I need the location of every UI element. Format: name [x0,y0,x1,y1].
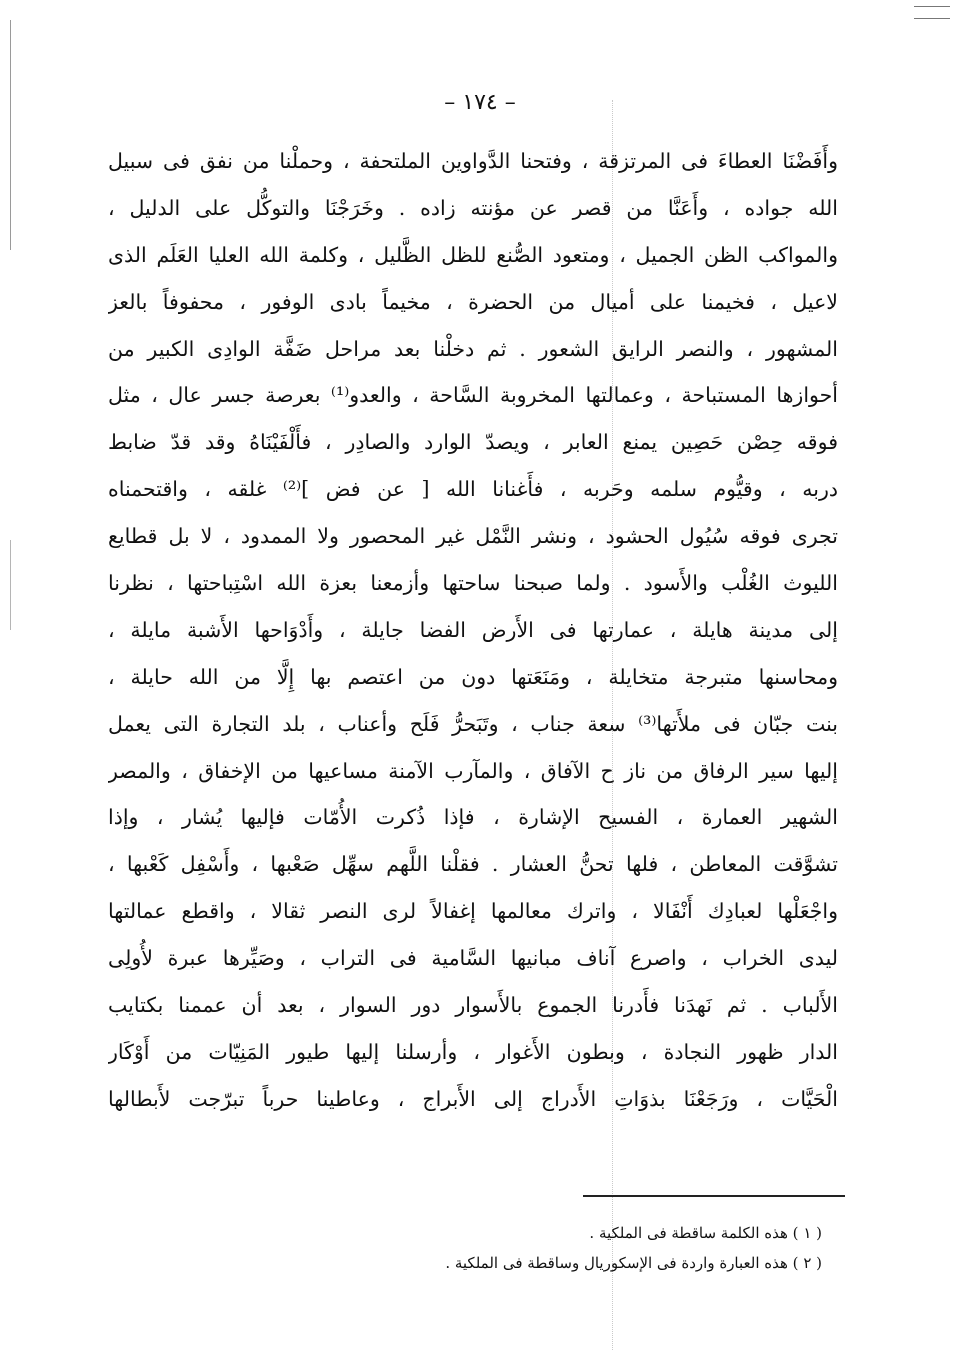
text-line: تجرى فوقه سُيُول الحشود ، ونشر النَّمْل غير المحصور ولا الممدود ، لا بل قطايع [108,524,838,549]
text-line: المشهور ، والنصر الرايق الشعور . ثم دخلْنا بعد مراحل ضَفَّة الوادِى الكبير من [108,336,838,361]
page-number: – ١٧٤ – [444,90,516,115]
text-line: بنت جبّان فى ملأَتها⁽³⁾ سعة جناب ، وتَبَحرُّ فَلَح وأعناب ، بلد التجارة التى يعمل [108,711,838,736]
text-line: ليدى الخراب ، واصرع آناف مبانيها السَّامية فى التراب ، وصَيِّرها عبرة لأُولِى [108,946,838,971]
text-line: فوقه حِصْن حَصِين يمنع العابر ، ويصدّ الوارد والصادِر ، فأَلْفَيْنَاهُ وقد قدّ ضابط [108,430,838,455]
text-line: الشهير العمارة ، الفسيح الإشارة ، فإذا ذُكرت الأُمّات فإليها يُشار ، وإذا [108,805,838,830]
footnote-1: ( ١ ) هذه الكلمة ساقطة فى الملكية . [589,1224,822,1242]
text-line: وأَفَضْنَا العطاءَ فى المرتزقة ، وفتحنا الدَّواوين الملتحفة ، وحملْنا من نفق فى سبيل [108,149,838,173]
text-line: الْحَيَّات ، ورَجَعْنَا بذوَاتِ الأَدراج إلى الأَبراج ، وعاطينا حرباً تبرّجت لأَبطالها [108,1086,838,1111]
text-line: الله جواده ، وأَعَنَّا من قصر عن مؤنته زاده . وخَرَجْنَا والتوكُّل على الدليل ، [108,195,838,220]
text-line: والمواكب الظن الجميل ، ومتعود الصُّنع للظل الظَّليل ، وكلمة الله العليا العَلَم الذى [108,242,838,267]
text-line: الدار ظهور النجادة ، وبطون الأَغوار ، وأرسلنا إليها طيور المَنِيّات من أَوْكَار [108,1039,838,1064]
text-line: الأَلباب . ثم نَهدَنا فأَدرنا الجموع بالأَسوار دور السوار ، بعد أن عممنا بكتايب [108,993,838,1018]
text-line: دربه ، وقيُّوم سلمه وحَربه ، فأَغنانا الله [ عن فض ]⁽²⁾ غلقه ، واقتحمناه [108,477,838,502]
text-line: تشوَّقت المعاطن ، فلها تحنُّ العشار . فقلْنا اللَّهم سهِّل صَعْبها ، وأَسْفِل كَعْبها ، [108,852,838,877]
text-line: لاعيل ، فخيمنا على أميال من الحضرة ، مخيماً بادى الوفور ، محفوفاً بالعز [108,289,838,314]
text-line: إليها سير الرفاق من ناز ح الآفاق ، والمآرب الآمنة مساعيها من الإخفاق ، والمصر [108,758,838,783]
body-text [108,138,838,1123]
footnote-2: ( ٢ ) هذه العبارة واردة فى الإسكوريال وساقطة فى الملكية . [445,1254,822,1272]
text-line: الليوث الغُلْب والأَسود . ولما صبحنا ساحتها وأزمعنا بعزة الله اسْتِباحتها ، نظرنا [108,571,838,596]
text-line: واجْعَلْها لعبادِك أَنْفَالا ، واترك معالمها إغفالاً لرى النصر ثقالا ، واقطع عمالتها [108,899,838,924]
text-line: أحوازها المستباحة ، وعمالتها المخروبة السَّاحة ، والعدو⁽¹⁾ بعرصة جسر عال ، مثل [108,383,838,408]
scan-edge-line [10,20,11,250]
footnote-separator [583,1195,845,1197]
footnotes [222,1218,822,1278]
scan-edge-mark [914,18,950,19]
scan-edge-line [10,540,11,630]
scan-edge-mark [914,6,950,7]
text-line: إلى مدينة هايلة ، عمارتها فى الأَرض الفضا جايلة ، وأَدْوَاحها الأَشبة مايلة ، [108,617,838,642]
text-line: ومحاسنها متبرجة متخايلة ، ومَنَعَتها دون من اعتصم بها إِلَّا من الله حايلة ، [108,664,838,689]
